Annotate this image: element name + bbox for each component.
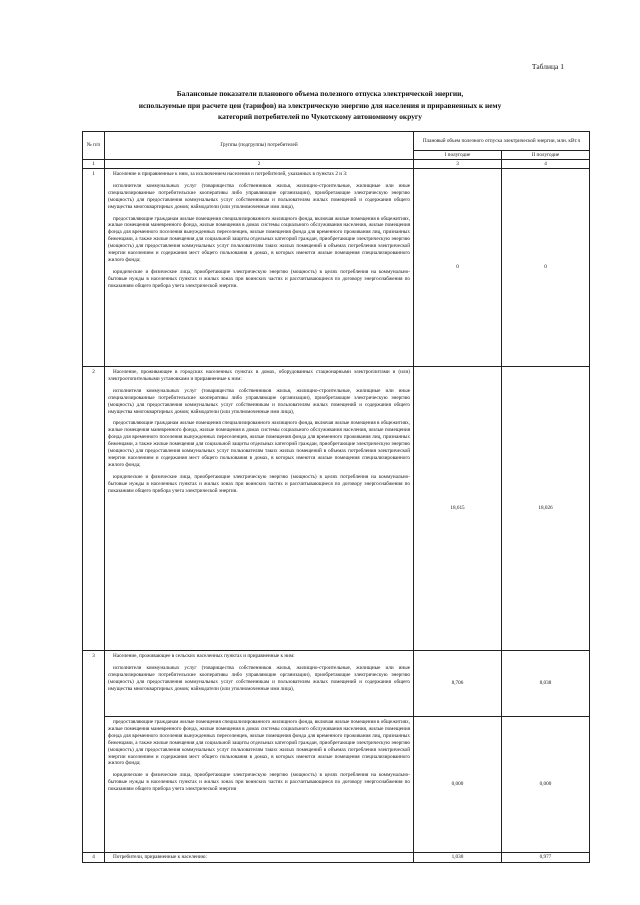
table-label: Таблица 1 <box>531 62 564 71</box>
table-row <box>83 169 590 367</box>
header-index: 3 <box>414 160 502 169</box>
header-index: 1 <box>83 160 105 169</box>
header-num: № п/п <box>83 132 105 160</box>
row-description <box>105 169 414 367</box>
row-paragraph: исполнители коммунальных услуг (товарищества собственников жилья, жилищно-строительные, жилищные или иные специализированные потребительские кооперативы либо управляющие организации), приобретающие электрическую энергию (мощность) для предоставления коммунальных услуг собственникам и пользователям жилых помещений и содержания общего имущества многоквартирных домов; наймодатели (или уполномоченные ими лица), <box>108 182 410 210</box>
row-paragraph: Население, проживающее в сельских населенных пунктах и приравненные к ним: <box>113 653 295 659</box>
row-paragraph: юридические и физические лица, приобретающие электрическую энергию (мощность) в целях потребления на коммунально-бытовые нужды в населенных пунктах и жилых зонах при воинских частях и рассчитывающиеся по договору энергоснабжения по показаниям общего прибора учета электрической энергии <box>108 772 410 793</box>
value-half2: 0,000 <box>502 717 590 853</box>
row-description <box>105 651 414 717</box>
header-volume: Плановый объем полезного отпуска электрической энергии, млн. кВт.ч <box>414 132 590 151</box>
row-number: 3 <box>83 651 105 853</box>
header-index: 4 <box>502 160 590 169</box>
row-paragraph: исполнители коммунальных услуг (товарищества собственников жилья, жилищно-строительные, жилищные или иные специализированные потребительские кооперативы либо управляющие организации), приобретающие электрическую энергию (мощность) для предоставления коммунальных услуг собственникам и пользователям жилых помещений и содержания общего имущества многоквартирных домов; наймодатели (или уполномоченные ими лица), <box>108 387 410 415</box>
row-description <box>105 367 414 651</box>
table-row <box>83 651 590 717</box>
row-paragraph: предоставляющие гражданам жилые помещения специализированного жилищного фонда, включая жилые помещения в общежитиях, жилые помещения маневренного фонда, жилые помещения в домах системы социального обслуживания населения, жилые помещения фонда для временного поселения вынужденных переселенцев, жилые помещения фонда для временного проживания лиц, признанных беженцами, а также жилые помещения для социальной защиты отдельных категорий граждан, приобретающие электрическую энергию (мощность) для предоставления коммунальных услуг пользователям таких жилых помещений в объемах потребления электрической энергии населением и содержания мест общего пользования в домах, в которых имеются жилые помещения специализированного жилого фонда; <box>108 719 410 767</box>
row-number: 4 <box>83 853 105 863</box>
row-paragraph: Население и приравненные к ним, за исключением населения и потребителей, указанных в пунктах 2 и 3: <box>113 171 348 177</box>
table-row <box>83 367 590 651</box>
balance-table <box>82 131 590 863</box>
header-half1: I полугодие <box>414 151 502 160</box>
value-half2: 0 <box>502 169 590 367</box>
value-half2: 18,026 <box>502 367 590 651</box>
value-half1: 18,615 <box>414 367 502 651</box>
value-half1: 8,706 <box>414 651 502 717</box>
row-paragraph: Население, проживающее в городских населенных пунктах в домах, оборудованных стационарными электроплитами и (или) электроотопительными установками и приравненные к ним: <box>108 369 410 382</box>
value-half1: 0,000 <box>414 717 502 853</box>
header-half2: II полугодие <box>502 151 590 160</box>
row-paragraph: юридические и физические лица, приобретающие электрическую энергию (мощность) в целях потребления на коммунально-бытовые нужды в населенных пунктах и жилых зонах при воинских частях и рассчитывающиеся по договору энергоснабжения по показаниям общего прибора учета электрической энергии. <box>108 268 410 289</box>
row-paragraph: предоставляющие гражданам жилые помещения специализированного жилищного фонда, включая жилые помещения в общежитиях, жилые помещения маневренного фонда, жилые помещения в домах системы социального обслуживания населения, жилые помещения фонда для временного поселения вынужденных переселенцев, жилые помещения фонда для временного проживания лиц, признанных беженцами, а также жилые помещения для социальной защиты отдельных категорий граждан, приобретающие электрическую энергию (мощность) для предоставления коммунальных услуг пользователям таких жилых помещений в объемах потребления электрической энергии населением и содержания мест общего пользования в домах, в которых имеются жилые помещения специализированного жилого фонда; <box>108 420 410 468</box>
table-row <box>83 717 590 853</box>
title-line: категорий потребителей по Чукотскому автономному округу <box>218 112 422 121</box>
row-number: 2 <box>83 367 105 651</box>
title-line: Балансовые показатели планового объема полезного отпуска электрической энергии, <box>176 89 464 98</box>
document-title <box>60 88 580 123</box>
row-description <box>105 853 414 863</box>
value-half1: 0 <box>414 169 502 367</box>
value-half2: 0,977 <box>502 853 590 863</box>
title-line: используемые при расчете цен (тарифов) на электрическую энергию для населения и приравненных к нему <box>138 100 502 110</box>
row-paragraph: Потребители, приравненные к населению: <box>113 854 207 860</box>
value-half2: 8,038 <box>502 651 590 717</box>
header-index: 2 <box>105 160 414 169</box>
header-groups: Группы (подгруппы) потребителей <box>105 132 414 160</box>
table-row <box>83 853 590 863</box>
row-paragraph: юридические и физические лица, приобретающие электрическую энергию (мощность) в целях потребления на коммунально-бытовые нужды в населенных пунктах и жилых зонах при воинских частях и рассчитывающиеся по договору энергоснабжения по показаниям общего прибора учета электрической энергии. <box>108 473 410 494</box>
row-paragraph: исполнители коммунальных услуг (товарищества собственников жилья, жилищно-строительные, жилищные или иные специализированные потребительские кооперативы либо управляющие организации), приобретающие электрическую энергию (мощность) для предоставления коммунальных услуг собственникам и пользователям жилых помещений и содержания общего имущества многоквартирных домов; наймодатели (или уполномоченные ими лица), <box>108 664 410 692</box>
row-paragraph: предоставляющие гражданам жилые помещения специализированного жилищного фонда, включая жилые помещения в общежитиях, жилые помещения маневренного фонда, жилые помещения в домах системы социального обслуживания населения, жилые помещения фонда для временного поселения вынужденных переселенцев, жилые помещения фонда для временного проживания лиц, признанных беженцами, а также жилые помещения для социальной защиты отдельных категорий граждан, приобретающие электрическую энергию (мощность) для предоставления коммунальных услуг пользователям таких жилых помещений в объемах потребления электрической энергии населением и содержания мест общего пользования в домах, в которых имеются жилые помещения специализированного жилого фонда; <box>108 215 410 263</box>
value-half1: 1,030 <box>414 853 502 863</box>
row-description <box>105 717 414 853</box>
row-number: 1 <box>83 169 105 367</box>
